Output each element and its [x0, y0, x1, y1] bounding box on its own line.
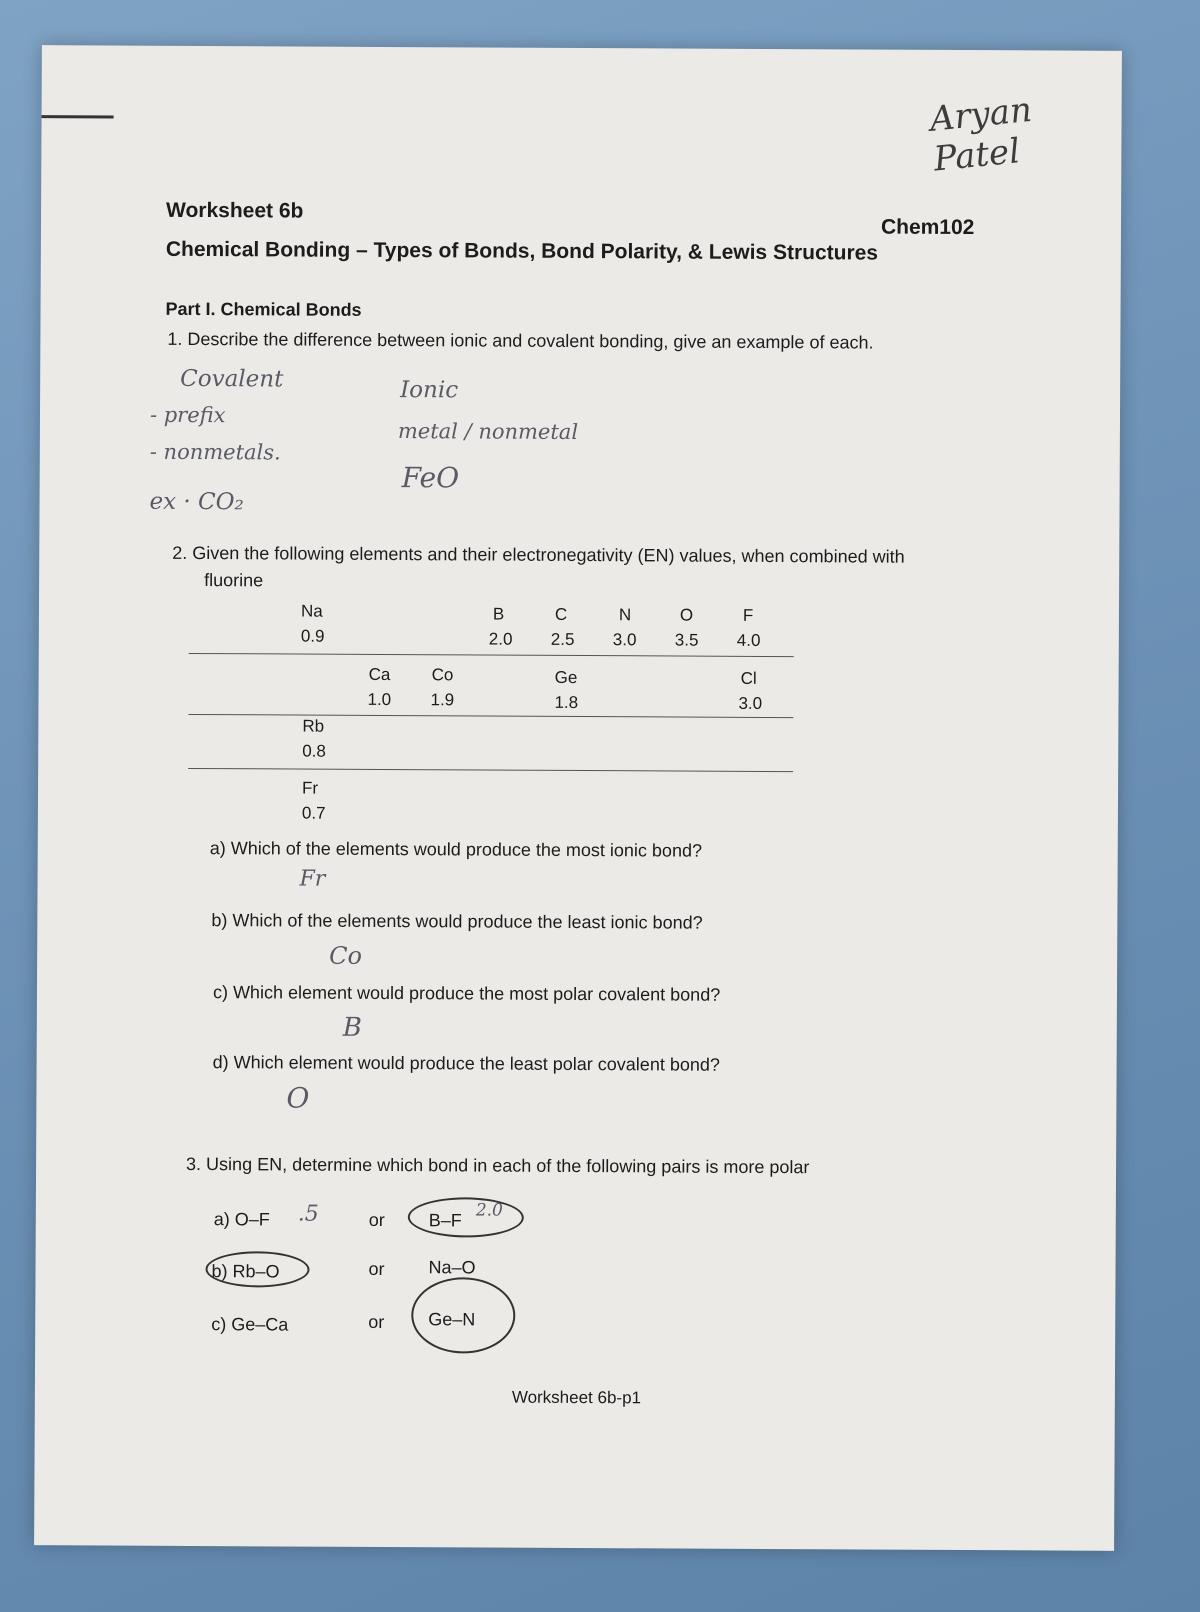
table-rule	[189, 653, 794, 657]
table-cell-symbol: C	[554, 604, 568, 624]
pair-c-or: or	[368, 1311, 385, 1332]
table-cell-symbol: Cl	[740, 668, 757, 688]
question-2c: c) Which element would produce the most polar covalent bond?	[212, 982, 721, 1005]
answer-covalent-line2: - nonmetals.	[149, 439, 281, 465]
pair-b-left: b) Rb–O	[211, 1261, 280, 1282]
table-cell-en: 4.0	[736, 630, 761, 650]
question-1: 1. Describe the difference between ionic and covalent bonding, give an example of each.	[167, 328, 874, 353]
table-cell-en: 2.5	[550, 629, 575, 649]
course-code: Chem102	[880, 215, 975, 240]
table-cell-en: 0.7	[301, 803, 326, 823]
table-cell-symbol: F	[742, 605, 754, 625]
table-cell-en: 0.9	[300, 626, 325, 646]
table-cell-en: 2.0	[488, 629, 513, 649]
answer-covalent-line1: - prefix	[149, 402, 226, 428]
table-cell-en: 1.8	[554, 692, 579, 712]
part1-heading: Part I. Chemical Bonds	[165, 298, 362, 320]
answer-2d: O	[286, 1081, 310, 1115]
table-cell-en: 3.5	[674, 630, 699, 650]
pair-b-right: Na–O	[428, 1257, 476, 1278]
worksheet-subtitle: Chemical Bonding – Types of Bonds, Bond Polarity, & Lewis Structures	[165, 237, 879, 265]
pair-a-right-note: 2.0	[475, 1200, 503, 1221]
page-footer: Worksheet 6b-p1	[511, 1387, 642, 1408]
pair-b-or: or	[368, 1258, 385, 1279]
margin-dash	[42, 115, 114, 118]
question-2-line2: fluorine	[204, 570, 264, 591]
answer-circle	[408, 1197, 524, 1238]
answer-2b: Co	[329, 941, 363, 970]
answer-ionic-line1: metal / nonmetal	[397, 419, 579, 444]
pair-a-or: or	[368, 1209, 385, 1230]
table-cell-symbol: N	[618, 605, 632, 625]
table-cell-symbol: Co	[431, 665, 454, 685]
answer-circle	[205, 1251, 309, 1288]
table-cell-en: 3.0	[612, 630, 637, 650]
answer-2a: Fr	[299, 866, 326, 892]
table-cell-symbol: Ca	[368, 664, 391, 685]
question-2b: b) Which of the elements would produce the least ionic bond?	[211, 910, 703, 933]
table-cell-symbol: O	[679, 605, 694, 625]
pair-a-right: B–F	[428, 1210, 462, 1231]
table-cell-symbol: Na	[300, 601, 323, 621]
student-signature: Aryan Patel	[927, 89, 1034, 180]
pair-a-left: a) O–F	[213, 1209, 270, 1230]
table-cell-symbol: Ge	[554, 667, 578, 687]
question-2d: d) Which element would produce the least polar covalent bond?	[212, 1052, 720, 1075]
answer-covalent-example: ex · CO₂	[149, 488, 244, 516]
table-cell-en: 1.9	[430, 690, 455, 710]
pair-a-note: .5	[297, 1201, 319, 1227]
question-3: 3. Using EN, determine which bond in each of the following pairs is more polar	[186, 1153, 810, 1178]
question-2a: a) Which of the elements would produce the most ionic bond?	[209, 838, 703, 861]
table-cell-en: 1.0	[367, 689, 392, 710]
table-cell-en: 0.8	[302, 741, 326, 761]
worksheet-page	[34, 45, 1122, 1551]
answer-2c: B	[342, 1012, 362, 1043]
table-cell-symbol: B	[492, 604, 505, 624]
table-rule	[188, 714, 793, 718]
pair-c-left: c) Ge–Ca	[211, 1314, 289, 1335]
answer-covalent-title: Covalent	[180, 365, 284, 393]
pair-c-right: Ge–N	[428, 1309, 476, 1330]
table-rule	[188, 768, 793, 772]
answer-ionic-title: Ionic	[400, 377, 459, 404]
worksheet-title: Worksheet 6b	[166, 198, 304, 223]
table-cell-en: 3.0	[738, 693, 763, 713]
question-2-line1: 2. Given the following elements and their electronegativity (EN) values, when combined with	[172, 542, 905, 567]
table-cell-symbol: Rb	[302, 716, 325, 736]
table-cell-symbol: Fr	[301, 778, 319, 798]
answer-ionic-example: FeO	[401, 461, 460, 495]
answer-circle	[411, 1277, 515, 1354]
